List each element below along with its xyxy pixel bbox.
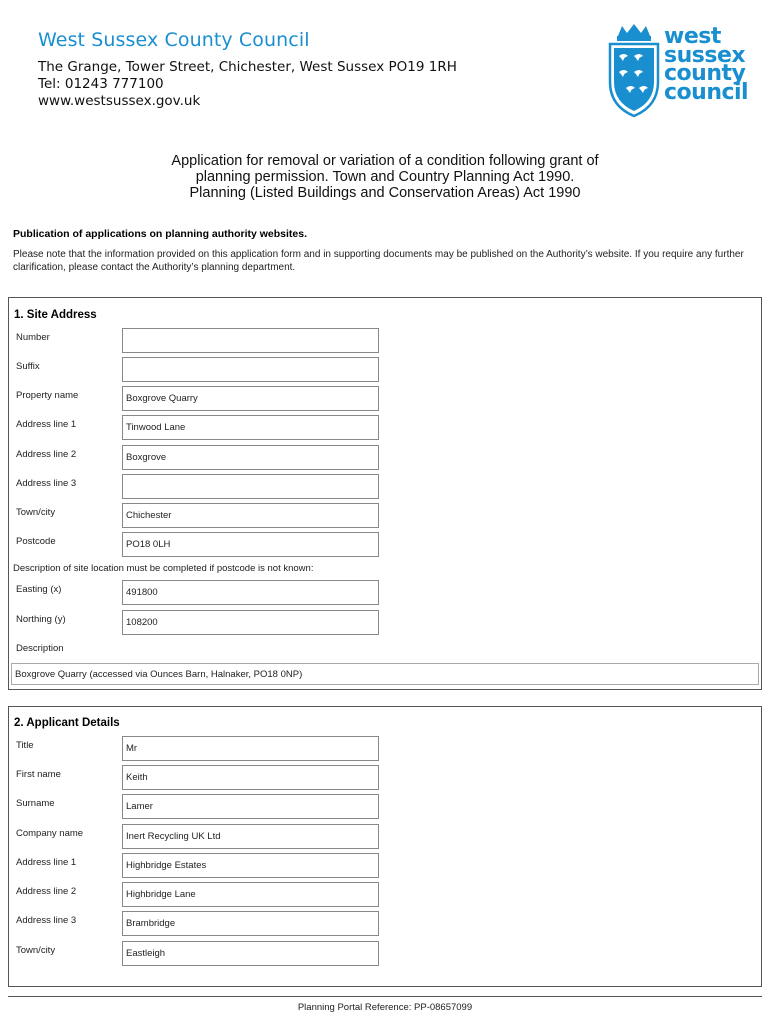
publication-heading: Publication of applications on planning authority websites. xyxy=(13,228,308,240)
location-note: Description of site location must be completed if postcode is not known: xyxy=(13,563,314,574)
first-name-field[interactable]: Keith xyxy=(122,765,379,790)
field-label: Property name xyxy=(16,390,79,401)
title-line: Planning (Listed Buildings and Conservation Areas) Act 1990 xyxy=(189,185,581,201)
field-label: Town/city xyxy=(16,945,56,956)
council-address: The Grange, Tower Street, Chichester, West Sussex PO19 1RH xyxy=(38,59,457,75)
applicant-town-field[interactable]: Eastleigh xyxy=(122,941,379,966)
easting-field[interactable]: 491800 xyxy=(122,580,379,605)
shield-crest-icon xyxy=(606,22,662,118)
site-town-field[interactable]: Chichester xyxy=(122,503,379,528)
section-title: 2. Applicant Details xyxy=(14,717,120,729)
field-label: Address line 1 xyxy=(16,419,77,430)
applicant-address-line1-field[interactable]: Highbridge Estates xyxy=(122,853,379,878)
publication-notice: Please note that the information provided on this application form and in supporting documents may be published on the Authority’s website. If you require any further clarification, please contact the Authority’s planning department. xyxy=(13,249,744,273)
applicant-title-field[interactable]: Mr xyxy=(122,736,379,761)
council-website: www.westsussex.gov.uk xyxy=(38,93,201,109)
council-name: West Sussex County Council xyxy=(38,29,310,51)
applicant-address-line3-field[interactable]: Brambridge xyxy=(122,911,379,936)
site-address-line1-field[interactable]: Tinwood Lane xyxy=(122,415,379,440)
northing-field[interactable]: 108200 xyxy=(122,610,379,635)
logo-word: council xyxy=(664,79,749,105)
field-label: Town/city xyxy=(16,507,56,518)
logo-word: west xyxy=(664,24,721,49)
field-label: Easting (x) xyxy=(16,584,62,595)
section-title: 1. Site Address xyxy=(14,309,97,321)
portal-reference: Planning Portal Reference: PP-08657099 xyxy=(297,1002,473,1013)
field-label: Address line 3 xyxy=(16,915,77,926)
company-name-field[interactable]: Inert Recycling UK Ltd xyxy=(122,824,379,849)
field-label: Number xyxy=(16,332,50,343)
field-label: First name xyxy=(16,769,61,780)
title-line: planning permission. Town and Country Planning Act 1990. xyxy=(195,169,575,185)
field-label: Title xyxy=(16,740,34,751)
council-logo xyxy=(606,22,766,118)
field-label: Address line 2 xyxy=(16,886,77,897)
site-description-field[interactable]: Boxgrove Quarry (accessed via Ounces Barn, Halnaker, PO18 0NP) xyxy=(11,663,759,685)
field-label: Company name xyxy=(16,828,84,839)
field-label: Postcode xyxy=(16,536,56,547)
field-label: Address line 3 xyxy=(16,478,77,489)
field-label: Address line 1 xyxy=(16,857,77,868)
logo-wordmark xyxy=(664,24,749,105)
council-telephone: Tel: 01243 777100 xyxy=(38,76,164,92)
document-title xyxy=(0,153,770,201)
footer-divider xyxy=(8,996,762,997)
logo-word: sussex xyxy=(664,42,746,68)
field-label: Address line 2 xyxy=(16,449,77,460)
postcode-field[interactable]: PO18 0LH xyxy=(122,532,379,557)
applicant-address-line2-field[interactable]: Highbridge Lane xyxy=(122,882,379,907)
site-address-line3-field[interactable] xyxy=(122,474,379,499)
field-label: Surname xyxy=(16,798,55,809)
number-field[interactable] xyxy=(122,328,379,353)
field-label: Description xyxy=(16,643,64,654)
property-name-field[interactable]: Boxgrove Quarry xyxy=(122,386,379,411)
site-address-line2-field[interactable]: Boxgrove xyxy=(122,445,379,470)
field-label: Suffix xyxy=(16,361,40,372)
suffix-field[interactable] xyxy=(122,357,379,382)
title-line: Application for removal or variation of a condition following grant of xyxy=(171,153,599,169)
field-label: Northing (y) xyxy=(16,614,66,625)
logo-word: county xyxy=(664,61,746,86)
surname-field[interactable]: Lamer xyxy=(122,794,379,819)
